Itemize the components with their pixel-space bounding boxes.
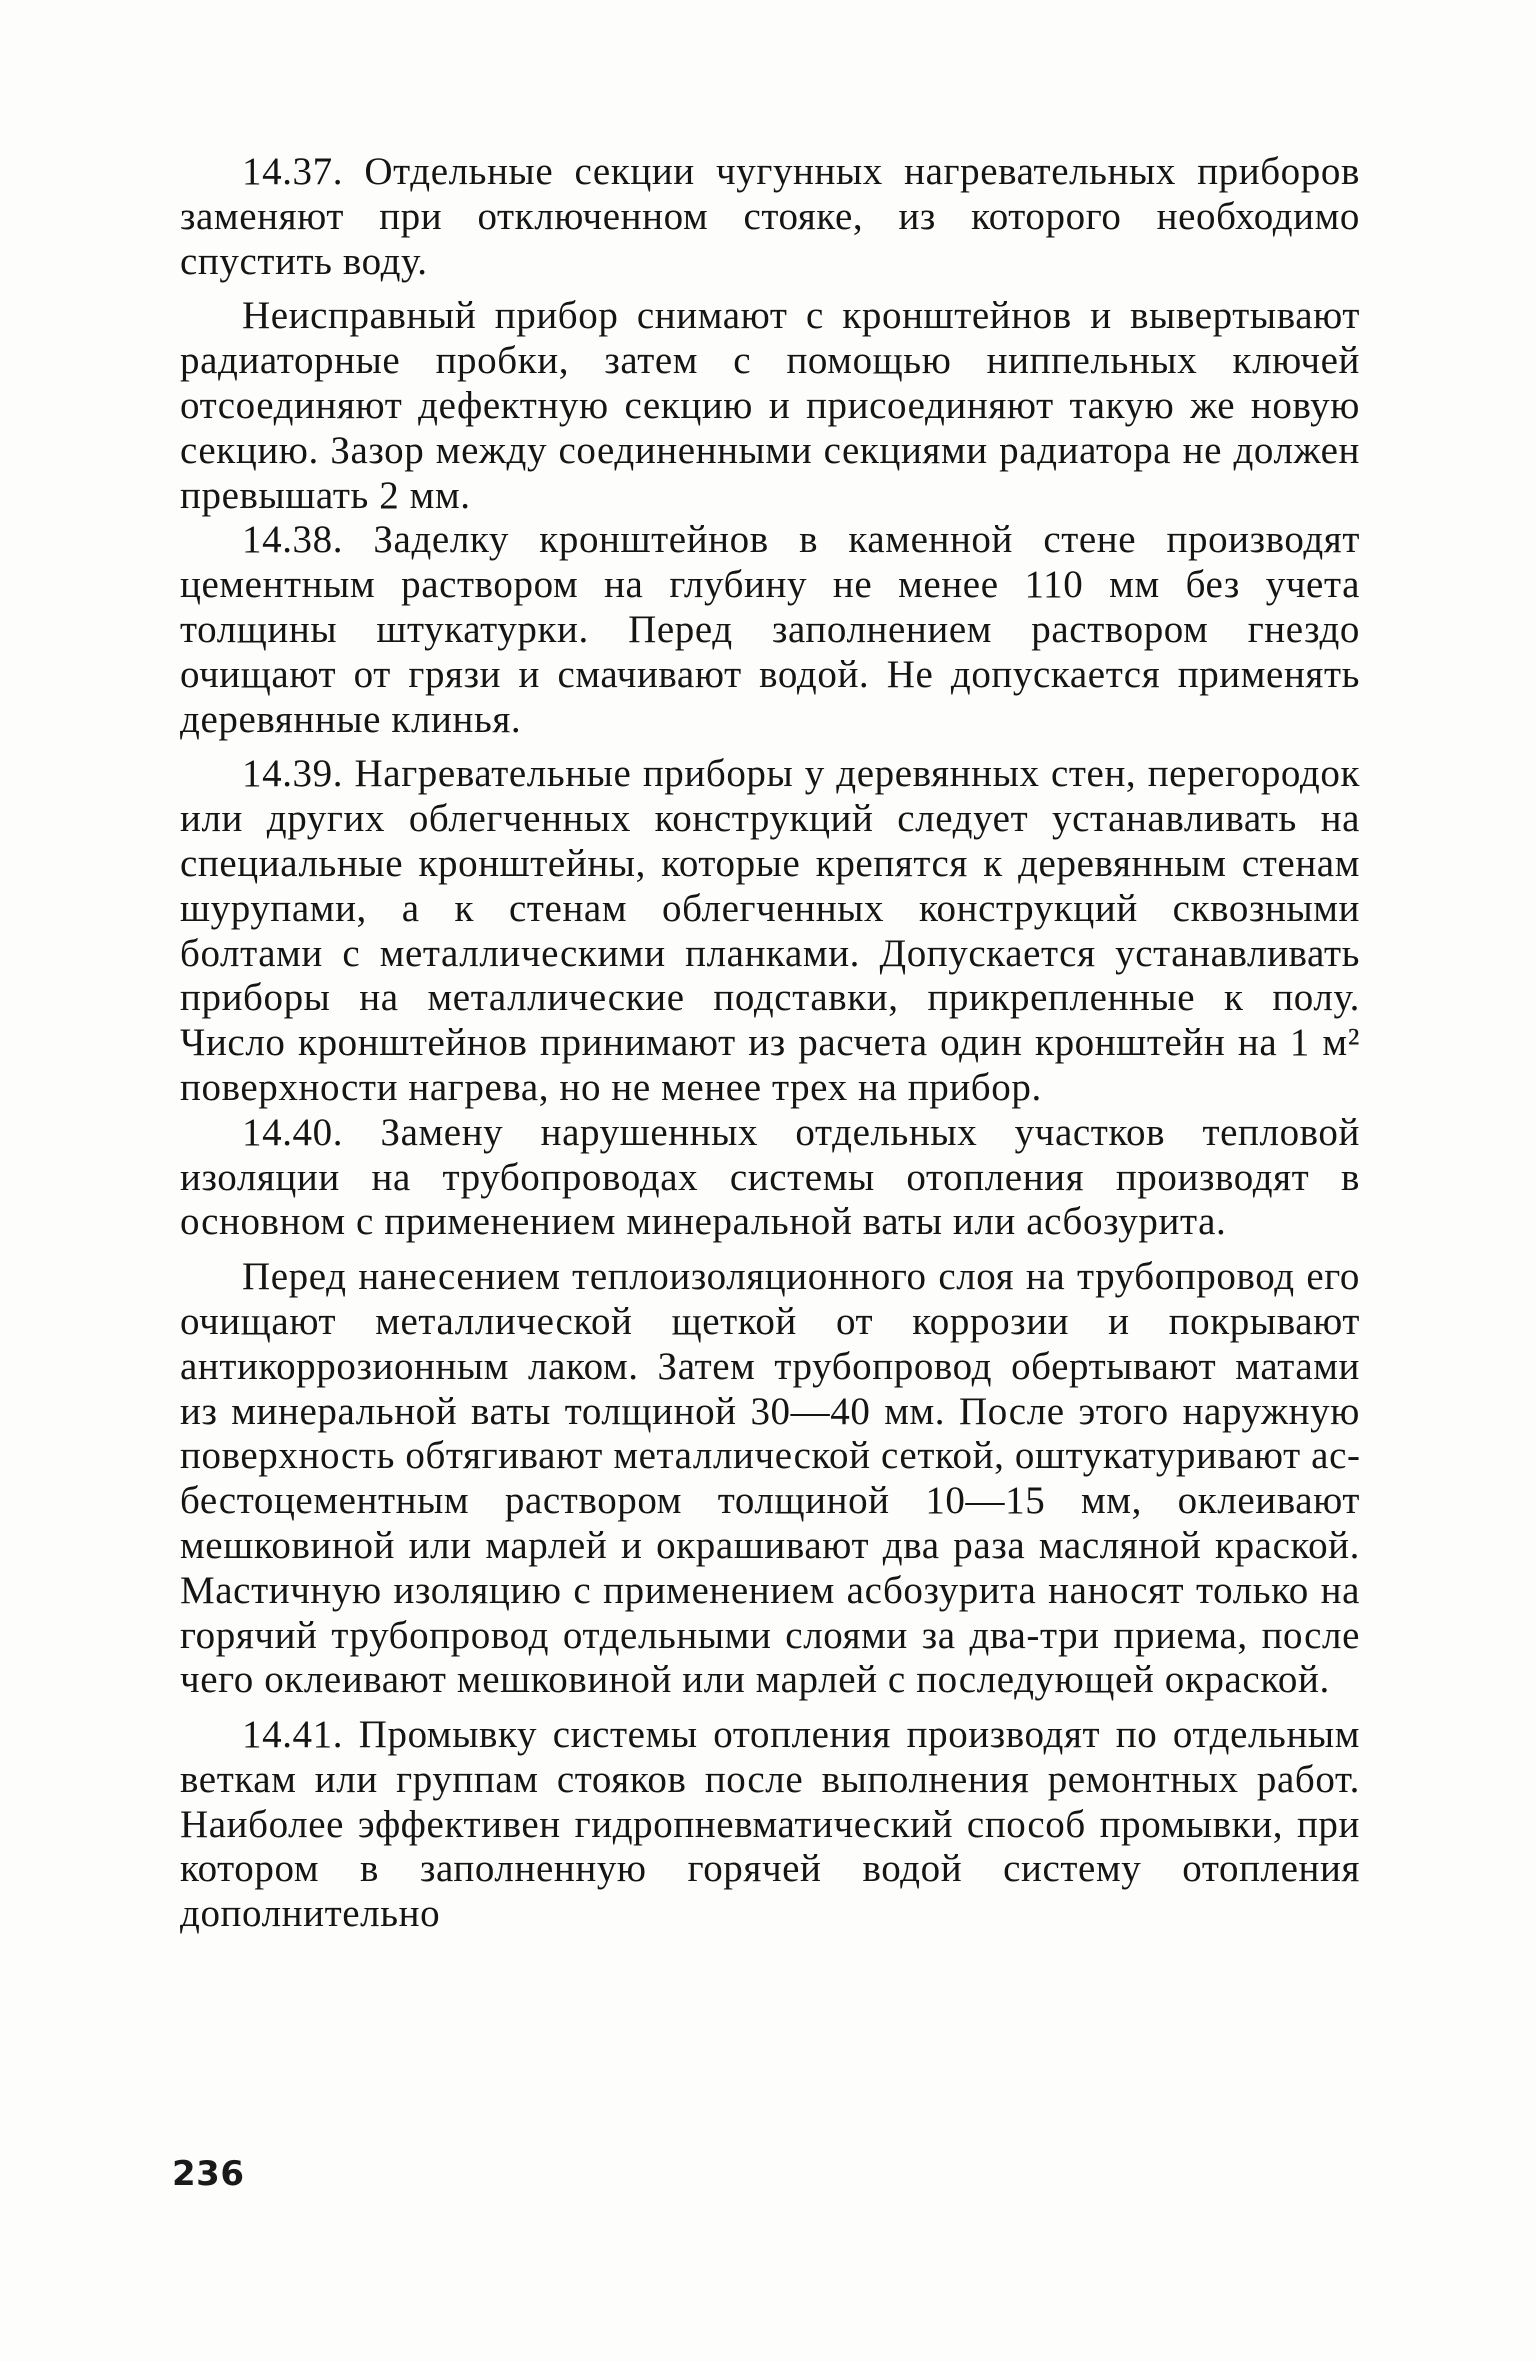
paragraph-14-37: 14.37. Отдельные секции чугунных нагревательных приборов заменяют при отключенном стояке, из которого необходимо спустить воду.: [180, 150, 1360, 283]
page-number: 236: [172, 2154, 245, 2194]
paragraph-14-39: 14.39. Нагревательные приборы у деревянных стен, перегородок или других облегченных конструкций следует устанавливать на специальные кронштейны, которые крепятся к деревянным стенам шурупами, а к стенам облегченных конструкций сквозными болтами с металлическими планками. Допускается устанавливать приборы на металлические подставки, прикрепленные к полу. Число кронштейнов принимают из расчета один кронштейн на 1 м² поверхности нагрева, но не менее трех на прибор.: [180, 752, 1360, 1109]
body-text: [180, 150, 1360, 1937]
paragraph-insulation-procedure: Перед нанесением теплоизоляционного слоя на трубопровод его очищают металлической щеткой от коррозии и покрывают антикоррозионным лаком. Затем трубопровод обертывают матами из минеральной ваты толщиной 30—40 мм. После этого наружную поверхность обтягивают металлической сеткой, оштукатуривают асбестоцементным раствором толщиной 10—15 мм, оклеивают мешковиной или марлей и окрашивают два раза масляной краской. Мастичную изоляцию с применением асбозурита наносят только на горячий трубопровод отдельными слоями за два-три приема, после чего оклеивают мешковиной или марлей с последующей окраской.: [180, 1255, 1360, 1702]
paragraph-14-40: 14.40. Замену нарушенных отдельных участков тепловой изоляции на трубопроводах системы отопления производят в основном с применением минеральной ваты или асбозурита.: [180, 1110, 1360, 1244]
paragraph-14-38: 14.38. Заделку кронштейнов в каменной стене производят цементным раствором на глубину не менее 110 мм без учета толщины штукатурки. Перед заполнением раствором гнездо очищают от грязи и смачивают водой. Не допускается применять деревянные клинья.: [180, 518, 1360, 741]
paragraph-14-41: 14.41. Промывку системы отопления производят по отдельным веткам или группам стояков после выполнения ремонтных работ. Наиболее эффективен гидропневматический способ промывки, при котором в заполненную горячей водой систему отопления дополнительно: [180, 1713, 1360, 1936]
paragraph-radiator-repair: Неисправный прибор снимают с кронштейнов и вывертывают радиаторные пробки, затем с помощью ниппельных ключей отсоединяют дефектную секцию и присоединяют такую же новую секцию. Зазор между соединенными секциями радиатора не должен превышать 2 мм.: [180, 294, 1360, 517]
